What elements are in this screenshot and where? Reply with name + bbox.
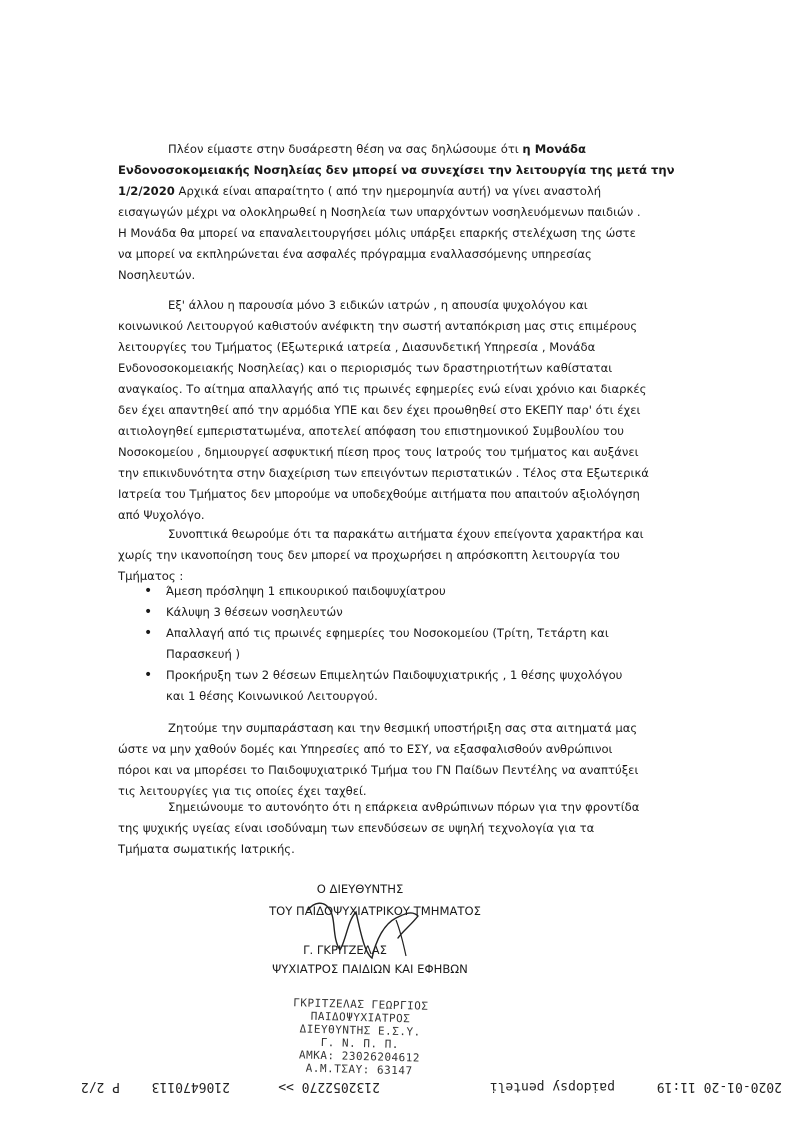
official-stamp: ΓΚΡΙΤΖΕΛΑΣ ΓΕΩΡΓΙΟΣ ΠΑΙΔΟΨΥΧΙΑΤΡΟΣ ΔΙΕΥΘΥΝΤΗΣ Ε.Σ.Υ. Γ. Ν. Π. Π. ΑΜΚΑ: 23026204612 Α.Μ.ΤΣΑΥ: 63147 [293,996,429,1078]
list-item: • Απαλλαγή από τις πρωινές εφημερίες του Νοσοκομείου (Τρίτη, Τετάρτη και Παρασκευή ) [144,625,609,661]
list-item: • Άμεση πρόσληψη 1 επικουρικού παιδοψυχίατρου [118,581,678,602]
request-list [118,581,678,707]
list-item: • Κάλυψη 3 θέσεων νοσηλευτών [118,602,678,623]
signatory-name: Γ. ΓΚΡΙΤΖΕΛΑΣ [303,943,387,957]
paragraph-4: Ζητούμε την συμπαράσταση και την θεσμική υποστήριξη σας στα αιτηματά μας ώστε να μην χαθούν δομές και Υπηρεσίες από το ΕΣΥ, να εξασφαλισθούν ανθρώπινοι πόροι και να μπορέσει το Παιδοψυχιατρικό Τμήμα του ΓΝ Παίδων Πεντέλης να αναπτύξει τις λειτουργίες για τις οποίες έχει ταχθεί. [118,721,639,798]
list-item: • Προκήρυξη των 2 θέσεων Επιμελητών Παιδοψυχιατρικής , 1 θέσης ψυχολόγου και 1 θέσης Κοινωνικού Λειτουργού. [144,667,623,703]
bullet-icon: • [144,625,153,641]
bullet-icon: • [144,667,153,683]
fax-to-number: 2106470113 [151,1079,230,1094]
fax-datetime: 2020-01-20 11:19 [656,1079,782,1094]
department-title: ΤΟΥ ΠΑΙΔΟΨΥΧΙΑΤΡΙΚΟΥ ΤΜΗΜΑΤΟΣ [269,904,481,918]
paragraph-1: Πλέον είμαστε στην δυσάρεστη θέση να σας δηλώσουμε ότι η Μονάδα Ενδονοσοκομειακής Νοσηλείας δεν μπορεί να συνεχίσει την λειτουργία της μετά την 1/2/2020 Αρχικά είναι απαραίτητο ( από την ημερομηνία αυτή) να γίνει αναστολή εισαγωγών μέχρι να ολοκληρωθεί η Νοσηλεία των υπαρχόντων νοσηλευόμενων παιδιών . Η Μονάδα θα μπορεί να επαναλειτουργήσει μόλις υπάρξει επαρκής στελέχωση της ώστε να μπορεί να εκπληρώνεται ένα ασφαλές πρόγραμμα εναλλασσόμενης υπηρεσίας Νοσηλευτών. [118,142,675,282]
signatory-role: ΨΥΧΙΑΤΡΟΣ ΠΑΙΔΙΩΝ ΚΑΙ ΕΦΗΒΩΝ [272,962,468,976]
paragraph-2: Εξ' άλλου η παρουσία μόνο 3 ειδικών ιατρών , η απουσία ψυχολόγου και κοινωνικού Λειτουργού καθιστούν ανέφικτη την σωστή ανταπόκριση μας στις επιμέρους λειτουργίες του Τμήματος (Εξωτερικά ιατρεία , Διασυνδετική Υπηρεσία , Μονάδα Ενδονοσοκομειακής Νοσηλείας) και ο περιορισμός των δραστηριοτήτων καθίσταται αναγκαίος. Το αίτημα απαλλαγής από τις πρωινές εφημερίες ενώ είναι χρόνιο και διαρκές δεν έχει απαντηθεί από την αρμόδια ΥΠΕ και δεν έχει προωθηθεί στο ΕΚΕΠΥ παρ' ότι έχει αιτιολογηθεί εμπεριστατωμένα, αποτελεί απόφαση του επιστημονικού Συμβουλίου του Νοσοκομείου , δημιουργεί ασφυκτική πίεση προς τους Ιατρούς του τμήματος και αυξάνει την επικινδυνότητα στην διαχείριση των επειγόντων περιστατικών . Τέλος στα Εξωτερικά Ιατρεία του Τμήματος δεν μπορούμε να υποδεχθούμε αιτήματα που απαιτούν αξιολόγηση από Ψυχολόγο. [118,298,649,522]
signatory-title: Ο ΔΙΕΥΘΥΝΤΗΣ [316,882,404,896]
fax-header [0,1072,800,1094]
bullet-icon: • [144,583,153,599]
paragraph-5: Σημειώνουμε το αυτονόητο ότι η επάρκεια ανθρώπινων πόρων για την φροντίδα της ψυχικής υγείας είναι ισοδύναμη των επενδύσεων σε υψηλή τεχνολογία για τα Τμήματα σωματικής Ιατρικής. [118,800,640,856]
handwritten-signature [300,880,440,965]
paragraph-3: Συνοπτικά θεωρούμε ότι τα παρακάτω αιτήματα έχουν επείγοντα χαρακτήρα και χωρίς την ικανοποίηση τους δεν μπορεί να προχωρήσει η απρόσκοπτη λειτουργία του Τμήματος : [118,527,644,583]
bullet-icon: • [144,604,153,620]
fax-page-count: P 2/2 [80,1079,120,1094]
fax-sender: paidopsy penteli [489,1079,615,1094]
fax-from-number: 2132052270 >> [278,1079,380,1094]
